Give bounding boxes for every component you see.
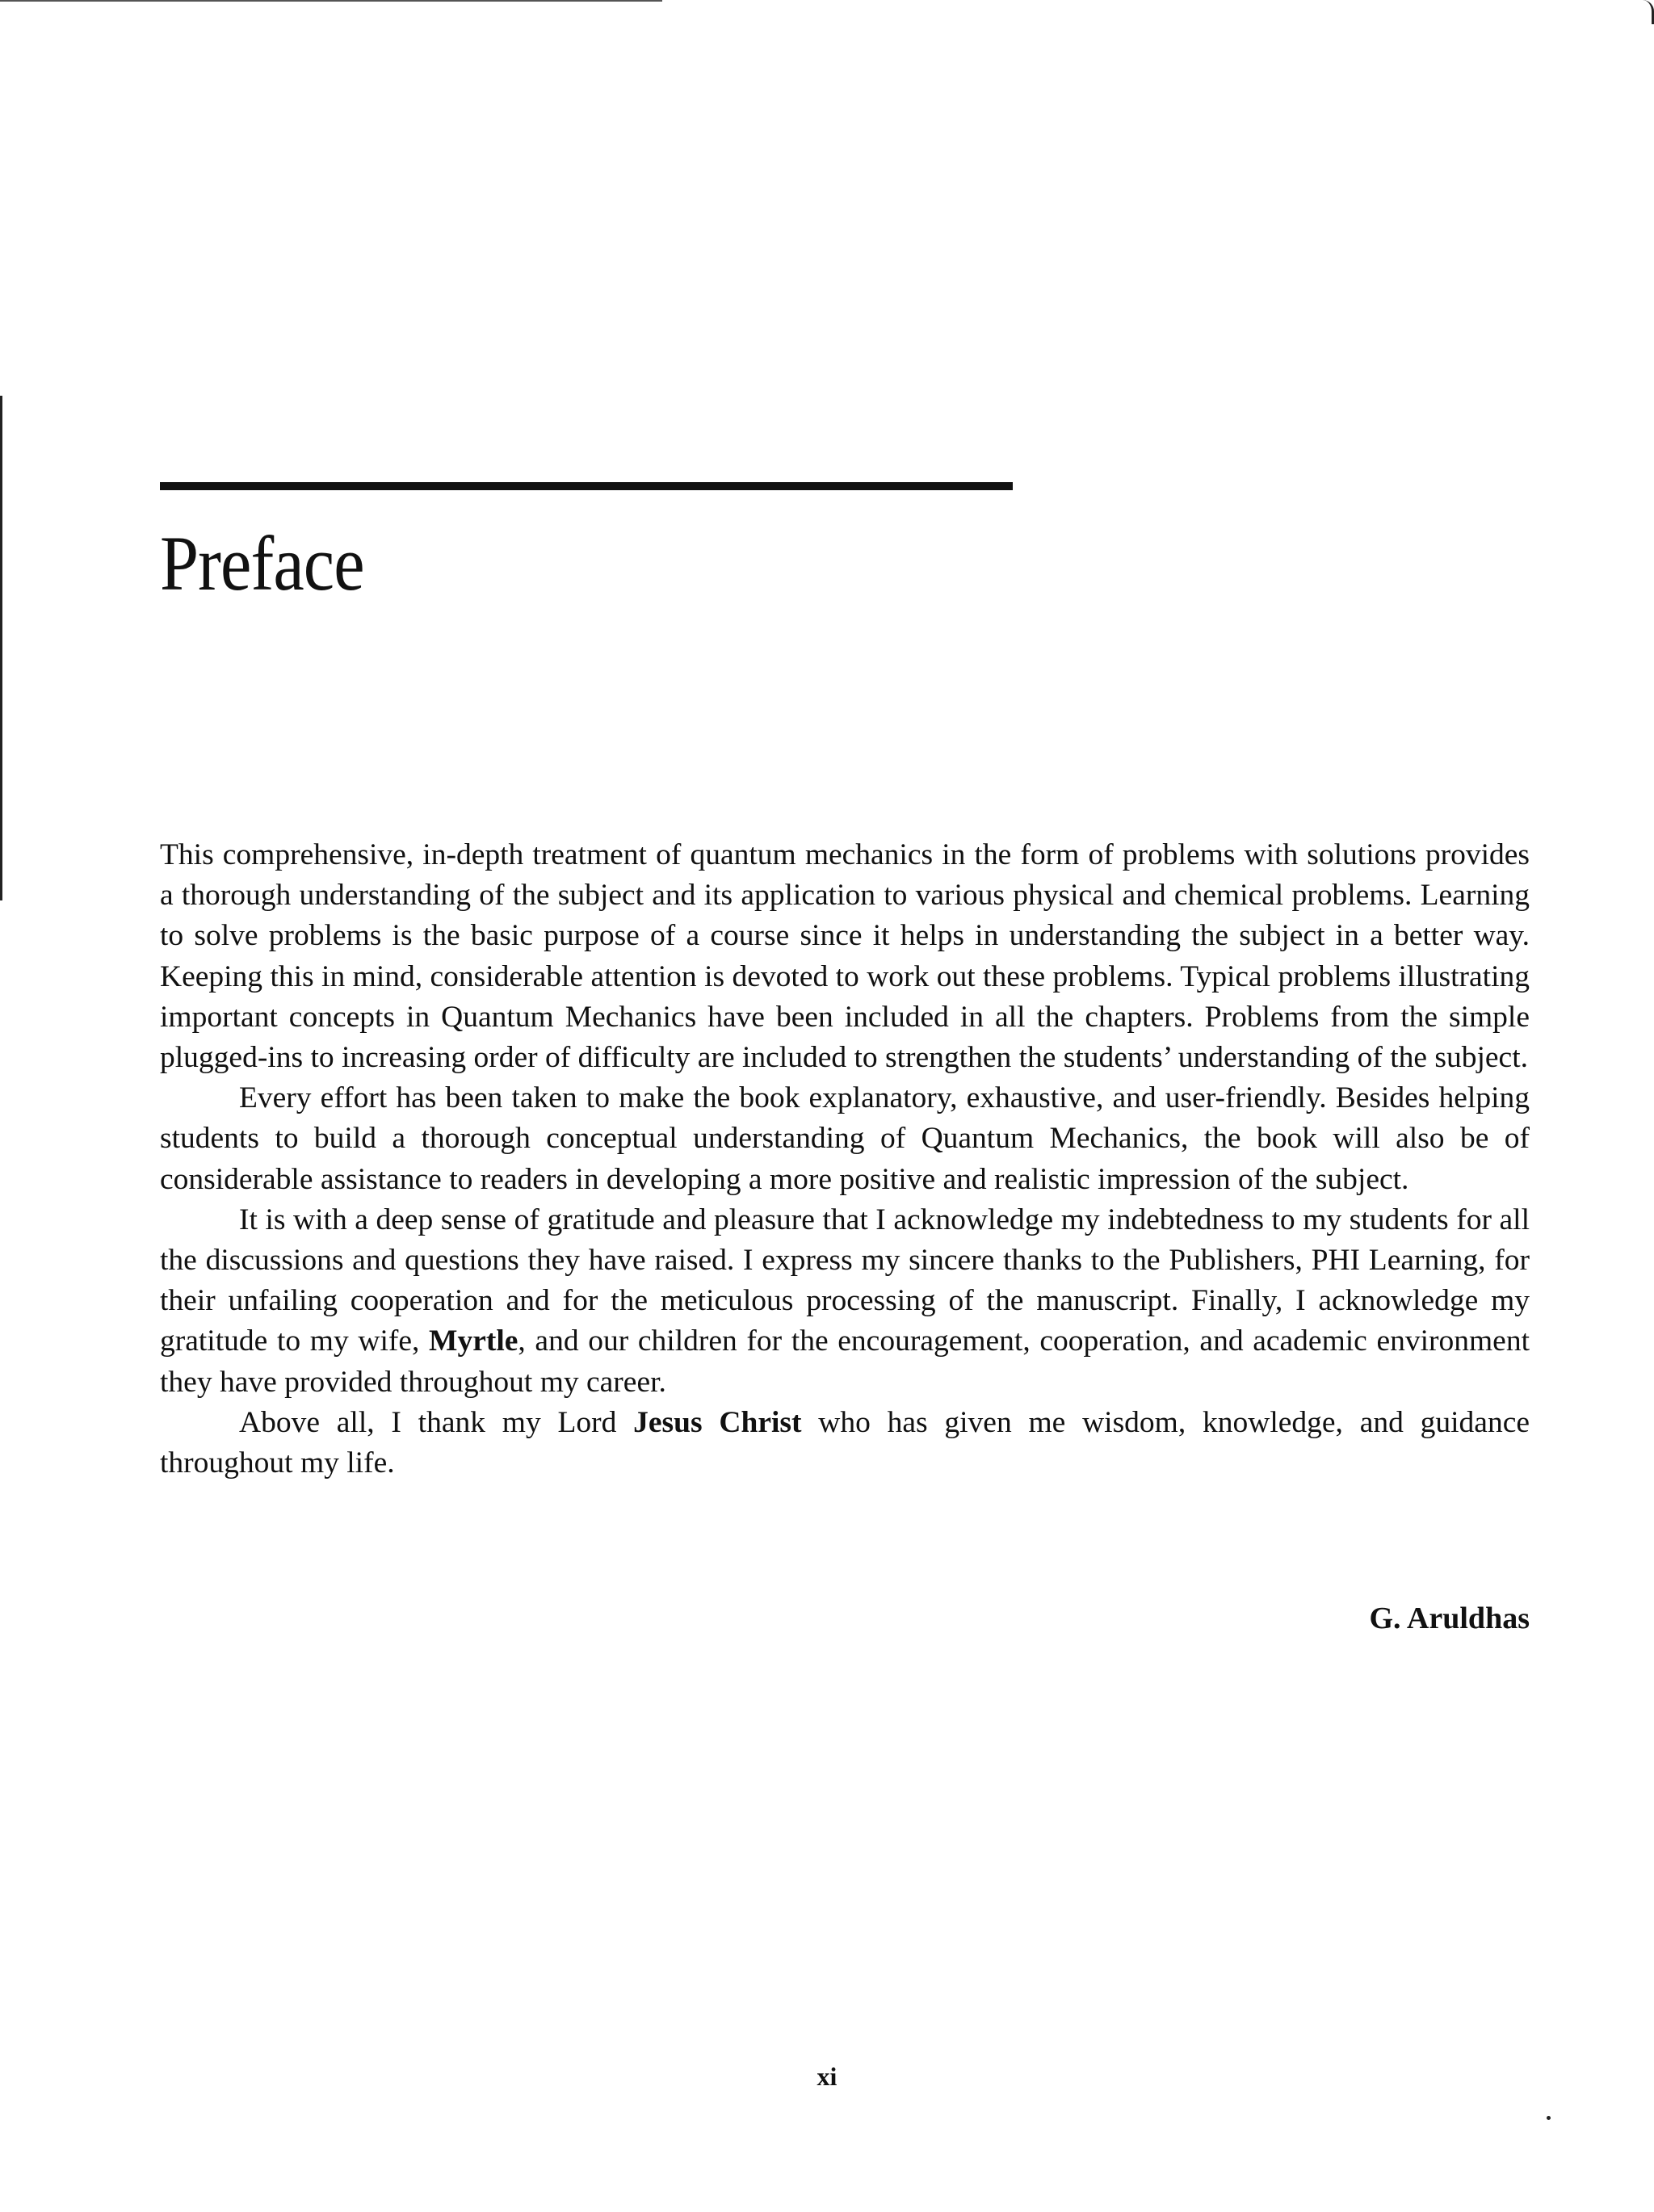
scan-speck	[1547, 2116, 1551, 2120]
paragraph-text: Above all, I thank my Lord	[239, 1405, 634, 1439]
preface-body	[160, 835, 1530, 1484]
preface-paragraph	[160, 1403, 1530, 1484]
paragraph-text: It is with a deep sense of gratitude and pleasure that I acknowledge my indebtedness to my students for all the discussions and questions they have raised. I express my sincere thanks to the Publishers, PHI Learning, for their unfailing cooperation and for the meticulous processing of the manuscript. Finally, I acknowledge my gratitude to my wife,	[160, 1203, 1530, 1358]
title-rule	[160, 482, 1013, 490]
scan-left-edge-line	[0, 396, 2, 900]
paragraph-text: This comprehensive, in-depth treatment of quantum mechanics in the form of problems with solutions provides a thorough understanding of the subject and its application to various physical and chemical problems. Learning to solve problems is the basic purpose of a course since it helps in understanding the subject in a better way. Keeping this in mind, considerable attention is devoted to work out these problems. Typical problems illustrating important concepts in Quantum Mechanics have been included in all the chapters. Problems from the simple plugged-ins to increasing order of difficulty are included to strengthen the students’ understanding of the subject.	[160, 838, 1530, 1075]
bold-name: Jesus Christ	[633, 1405, 802, 1439]
bold-name: Myrtle	[429, 1324, 518, 1358]
paragraph-text: Every effort has been taken to make the book explanatory, exhaustive, and user-friendly. Besides helping students to build a thorough conceptual understanding of Quantum Mechanics, the book will also be of considerable assistance to readers in developing a more positive and realistic impression of the subject.	[160, 1081, 1530, 1196]
preface-paragraph	[160, 1200, 1530, 1403]
paragraph-text: , and our children for the encouragement, cooperation, and academic environment they have provided throughout my career.	[160, 1324, 1530, 1399]
preface-paragraph	[160, 1078, 1530, 1200]
preface-paragraph	[160, 835, 1530, 1078]
page-title: Preface	[160, 520, 364, 607]
author-signature: G. Aruldhas	[1369, 1601, 1530, 1635]
scan-top-edge-line	[0, 0, 662, 2]
paragraph-text: who has given me wisdom, knowledge, and guidance throughout my life.	[160, 1405, 1530, 1480]
page-number: xi	[817, 2062, 837, 2091]
scan-page-corner	[1643, 0, 1654, 24]
